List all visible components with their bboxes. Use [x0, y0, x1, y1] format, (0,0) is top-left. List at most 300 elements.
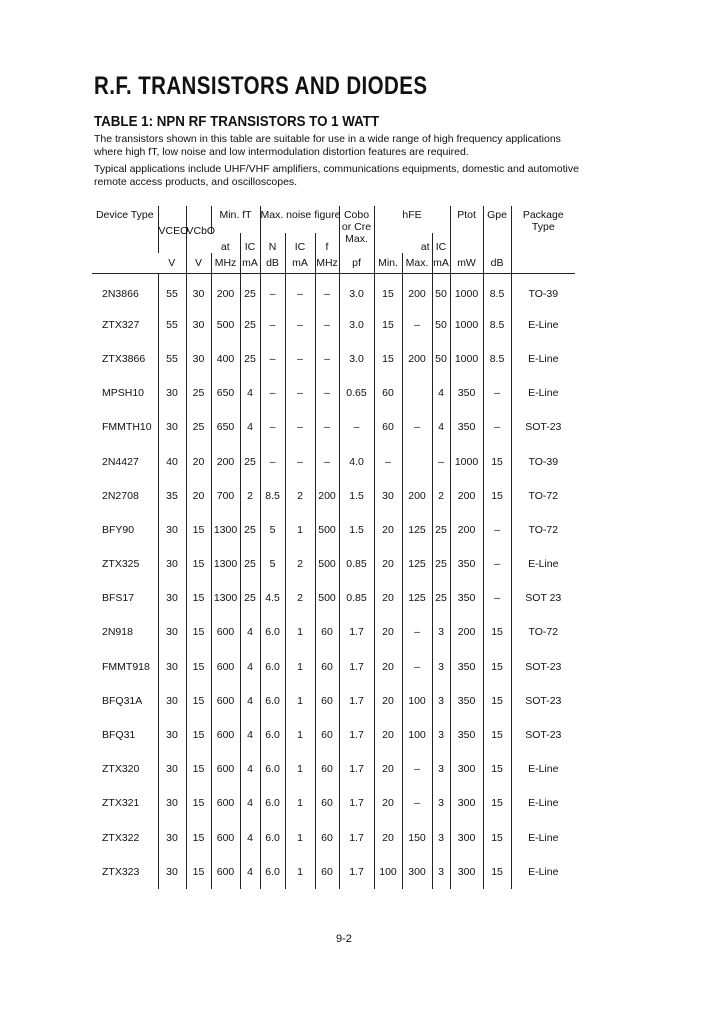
cell-hfe-max: 125 [402, 581, 432, 615]
cell-noise-f: 60 [315, 718, 339, 752]
cell-hfe-max: – [402, 650, 432, 684]
cell-hfe-min: 20 [374, 615, 402, 649]
cell-gpe: 15 [483, 855, 511, 889]
cell-hfe-max: 100 [402, 684, 432, 718]
cell-ft-ic: 2 [240, 479, 260, 513]
cell-noise-ic: 2 [285, 581, 315, 615]
cell-package: E-Line [511, 752, 575, 786]
cell-package: E-Line [511, 547, 575, 581]
cell-cobo: 1.7 [339, 821, 374, 855]
cell-gpe: 15 [483, 684, 511, 718]
cell-noise-n: 4.5 [260, 581, 285, 615]
cell-device-type: BFY90 [102, 523, 135, 536]
cell-hfe-ic: 2 [432, 479, 450, 513]
header-device-type: Device Type [92, 206, 158, 274]
cell-noise-f: – [315, 410, 339, 444]
cell-noise-ic: 1 [285, 786, 315, 820]
cell-hfe-ic: 25 [432, 547, 450, 581]
cell-gpe: 15 [483, 615, 511, 649]
table-row [92, 274, 575, 308]
cell-noise-f: – [315, 444, 339, 478]
cell-min-ft: 650 [211, 410, 240, 444]
cell-ptot: 350 [450, 410, 483, 444]
cell-vceo: 30 [158, 581, 186, 615]
cell-gpe: – [483, 410, 511, 444]
cell-hfe-max: 100 [402, 718, 432, 752]
cell-hfe-min: 20 [374, 684, 402, 718]
cell-gpe: – [483, 513, 511, 547]
cell-device-type: 2N918 [102, 626, 133, 639]
cell-min-ft: 600 [211, 684, 240, 718]
cell-vceo: 55 [158, 308, 186, 342]
cell-device-type: BFS17 [102, 592, 135, 605]
cell-cobo: 1.7 [339, 684, 374, 718]
unit-cobo: pf [339, 253, 374, 274]
cell-package: E-Line [511, 786, 575, 820]
cell-ptot: 200 [450, 615, 483, 649]
cell-ft-ic: 25 [240, 547, 260, 581]
table-title: TABLE 1: NPN RF TRANSISTORS TO 1 WATT [94, 114, 380, 130]
cell-ft-ic: 4 [240, 615, 260, 649]
header-units-row [92, 253, 575, 274]
cell-hfe-max [402, 376, 432, 410]
header-ptot: Ptot [450, 206, 483, 253]
table-row [92, 547, 575, 581]
unit-vceo: V [158, 253, 186, 274]
cell-cobo: – [339, 410, 374, 444]
cell-package: TO-72 [511, 513, 575, 547]
cell-hfe-min: 15 [374, 342, 402, 376]
cell-noise-f: 60 [315, 821, 339, 855]
cell-vcbo: 25 [186, 376, 211, 410]
cell-device-type: 2N2708 [102, 489, 139, 502]
cell-min-ft: 700 [211, 479, 240, 513]
cell-ptot: 350 [450, 581, 483, 615]
cell-vceo: 30 [158, 410, 186, 444]
cell-min-ft: 200 [211, 444, 240, 478]
cell-cobo: 1.7 [339, 752, 374, 786]
cell-hfe-ic: 4 [432, 376, 450, 410]
cell-package: E-Line [511, 342, 575, 376]
header-at: at [220, 241, 230, 253]
cell-ptot: 300 [450, 752, 483, 786]
header-package: Package Type [511, 206, 575, 274]
cell-ptot: 1000 [450, 342, 483, 376]
cell-hfe-min: 60 [374, 376, 402, 410]
cell-cobo: 1.7 [339, 718, 374, 752]
cell-cobo: 1.7 [339, 615, 374, 649]
table-row [92, 786, 575, 820]
cell-hfe-max: – [402, 615, 432, 649]
cell-noise-n: – [260, 410, 285, 444]
cell-noise-f: – [315, 308, 339, 342]
cell-cobo: 0.65 [339, 376, 374, 410]
cell-vceo: 30 [158, 615, 186, 649]
cell-ft-ic: 25 [240, 308, 260, 342]
cell-hfe-ic: 3 [432, 855, 450, 889]
cell-package: SOT-23 [511, 684, 575, 718]
cell-device-type: ZTX325 [102, 558, 140, 571]
cell-hfe-max: 200 [402, 479, 432, 513]
cell-noise-f: 200 [315, 479, 339, 513]
cell-hfe-min: 20 [374, 718, 402, 752]
unit-ptot: mW [450, 253, 483, 274]
cell-noise-f: 60 [315, 786, 339, 820]
cell-ft-ic: 4 [240, 855, 260, 889]
cell-ft-ic: 25 [240, 444, 260, 478]
cell-ptot: 1000 [450, 308, 483, 342]
cell-noise-n: 6.0 [260, 752, 285, 786]
table-row [92, 615, 575, 649]
cell-gpe: 8.5 [483, 342, 511, 376]
cell-noise-f: 500 [315, 581, 339, 615]
table-row [92, 410, 575, 444]
header-gpe: Gpe [483, 206, 511, 253]
cell-noise-n: 6.0 [260, 684, 285, 718]
cell-ptot: 350 [450, 650, 483, 684]
cell-noise-n: 5 [260, 547, 285, 581]
cell-noise-ic: 1 [285, 718, 315, 752]
cell-cobo: 3.0 [339, 342, 374, 376]
cell-noise-n: 6.0 [260, 855, 285, 889]
cell-min-ft: 200 [211, 274, 240, 308]
cell-hfe-min: 20 [374, 547, 402, 581]
cell-min-ft: 600 [211, 718, 240, 752]
cell-noise-n: 6.0 [260, 650, 285, 684]
cell-hfe-min: 20 [374, 821, 402, 855]
unit-hfe-min: Min. [374, 253, 402, 274]
cell-ft-ic: 4 [240, 752, 260, 786]
cell-cobo: 3.0 [339, 308, 374, 342]
cell-noise-ic: 1 [285, 615, 315, 649]
cell-hfe-ic: 3 [432, 684, 450, 718]
cell-ft-ic: 4 [240, 718, 260, 752]
cell-cobo: 3.0 [339, 274, 374, 308]
header-vcbo: VCbO [186, 206, 211, 253]
cell-gpe: 8.5 [483, 308, 511, 342]
cell-hfe-ic: 50 [432, 274, 450, 308]
cell-package: SOT-23 [511, 410, 575, 444]
cell-vcbo: 15 [186, 821, 211, 855]
cell-noise-n: 6.0 [260, 786, 285, 820]
cell-ptot: 300 [450, 786, 483, 820]
cell-gpe: – [483, 547, 511, 581]
cell-hfe-min: 20 [374, 581, 402, 615]
cell-vcbo: 15 [186, 855, 211, 889]
page-number: 9-2 [336, 933, 352, 945]
table-row [92, 821, 575, 855]
cell-noise-n: 6.0 [260, 821, 285, 855]
cell-noise-ic: 1 [285, 821, 315, 855]
cell-device-type: ZTX320 [102, 763, 140, 776]
cell-vcbo: 20 [186, 479, 211, 513]
table-row [92, 376, 575, 410]
header-hfe: hFE [374, 206, 450, 233]
table-row [92, 855, 575, 889]
cell-noise-n: – [260, 376, 285, 410]
cell-hfe-ic: 3 [432, 718, 450, 752]
cell-hfe-max: – [402, 752, 432, 786]
table-body [92, 274, 575, 889]
cell-package: SOT 23 [511, 581, 575, 615]
intro-text [94, 133, 584, 193]
cell-noise-n: – [260, 444, 285, 478]
header-hfe-at: at [374, 233, 432, 253]
cell-noise-n: 6.0 [260, 718, 285, 752]
cell-hfe-ic: 25 [432, 581, 450, 615]
cell-noise-f: 500 [315, 513, 339, 547]
header-cobo: Cobo or Cre Max. [339, 206, 374, 253]
cell-gpe: 8.5 [483, 274, 511, 308]
cell-package: E-Line [511, 821, 575, 855]
cell-min-ft: 600 [211, 650, 240, 684]
cell-vcbo: 30 [186, 274, 211, 308]
cell-gpe: 15 [483, 718, 511, 752]
cell-noise-ic: – [285, 444, 315, 478]
header-ic-3: IC [432, 233, 450, 253]
cell-min-ft: 600 [211, 855, 240, 889]
cell-hfe-min: 20 [374, 786, 402, 820]
cell-ptot: 300 [450, 821, 483, 855]
cell-device-type: FMMTH10 [102, 421, 152, 434]
cell-cobo: 0.85 [339, 581, 374, 615]
cell-cobo: 1.5 [339, 479, 374, 513]
unit-vcbo: V [186, 253, 211, 274]
cell-vcbo: 15 [186, 718, 211, 752]
cell-vceo: 30 [158, 547, 186, 581]
cell-cobo: 4.0 [339, 444, 374, 478]
cell-vceo: 30 [158, 376, 186, 410]
cell-vcbo: 15 [186, 786, 211, 820]
cell-device-type: MPSH10 [102, 387, 145, 400]
cell-hfe-max: 125 [402, 547, 432, 581]
cell-noise-n: 5 [260, 513, 285, 547]
cell-noise-f: – [315, 274, 339, 308]
cell-package: TO-39 [511, 444, 575, 478]
cell-noise-f: 60 [315, 752, 339, 786]
cell-min-ft: 1300 [211, 547, 240, 581]
cell-vceo: 30 [158, 752, 186, 786]
cell-vceo: 30 [158, 513, 186, 547]
cell-min-ft: 600 [211, 786, 240, 820]
cell-vceo: 30 [158, 786, 186, 820]
cell-vcbo: 15 [186, 650, 211, 684]
table-row [92, 752, 575, 786]
cell-device-type: ZTX327 [102, 318, 140, 331]
cell-vcbo: 15 [186, 615, 211, 649]
transistor-table [92, 206, 575, 889]
cell-min-ft: 600 [211, 752, 240, 786]
header-ic-2: IC [285, 233, 315, 253]
cell-min-ft: 650 [211, 376, 240, 410]
cell-ft-ic: 25 [240, 513, 260, 547]
cell-noise-ic: – [285, 410, 315, 444]
cell-package: TO-72 [511, 615, 575, 649]
cell-vcbo: 15 [186, 513, 211, 547]
table-row [92, 308, 575, 342]
cell-package: E-Line [511, 855, 575, 889]
cell-hfe-ic: 25 [432, 513, 450, 547]
cell-cobo: 0.85 [339, 547, 374, 581]
cell-gpe: 15 [483, 479, 511, 513]
cell-hfe-max: 300 [402, 855, 432, 889]
cell-hfe-ic: 3 [432, 650, 450, 684]
cell-vcbo: 20 [186, 444, 211, 478]
cell-noise-ic: 1 [285, 752, 315, 786]
cell-gpe: 15 [483, 821, 511, 855]
cell-noise-ic: 1 [285, 855, 315, 889]
cell-noise-ic: 2 [285, 547, 315, 581]
unit-hfe-max: Max. [402, 253, 432, 274]
cell-gpe: 15 [483, 650, 511, 684]
cell-package: E-Line [511, 376, 575, 410]
cell-cobo: 1.7 [339, 786, 374, 820]
unit-f: MHz [315, 253, 339, 274]
cell-ft-ic: 4 [240, 376, 260, 410]
cell-min-ft: 400 [211, 342, 240, 376]
cell-noise-ic: 1 [285, 684, 315, 718]
table-row [92, 684, 575, 718]
cell-package: SOT-23 [511, 718, 575, 752]
cell-ptot: 350 [450, 376, 483, 410]
cell-vcbo: 15 [186, 581, 211, 615]
cell-device-type: ZTX321 [102, 797, 140, 810]
cell-ft-ic: 4 [240, 684, 260, 718]
table-row [92, 581, 575, 615]
cell-vceo: 30 [158, 684, 186, 718]
cell-hfe-min: – [374, 444, 402, 478]
cell-gpe: – [483, 581, 511, 615]
cell-ptot: 200 [450, 479, 483, 513]
cell-ptot: 350 [450, 547, 483, 581]
cell-hfe-min: 100 [374, 855, 402, 889]
cell-device-type: BFQ31A [102, 694, 143, 707]
cell-vceo: 30 [158, 718, 186, 752]
cell-vceo: 35 [158, 479, 186, 513]
cell-min-ft: 600 [211, 615, 240, 649]
cell-hfe-max: – [402, 410, 432, 444]
cell-gpe: 15 [483, 786, 511, 820]
cell-noise-ic: 1 [285, 650, 315, 684]
cell-vcbo: 25 [186, 410, 211, 444]
header-n: N [260, 233, 285, 253]
header-row-1 [92, 206, 575, 233]
cell-vceo: 30 [158, 855, 186, 889]
cell-noise-ic: – [285, 376, 315, 410]
cell-noise-ic: 1 [285, 513, 315, 547]
cell-hfe-min: 20 [374, 752, 402, 786]
cell-gpe: – [483, 376, 511, 410]
cell-hfe-ic: 4 [432, 410, 450, 444]
cell-hfe-max: – [402, 786, 432, 820]
intro-paragraph-2: Typical applications include UHF/VHF amplifiers, communications equipments, domestic and automotive remote access products, and oscilloscopes. [94, 163, 579, 188]
cell-vcbo: 15 [186, 547, 211, 581]
cell-device-type: 2N4427 [102, 455, 139, 468]
cell-hfe-max: 150 [402, 821, 432, 855]
cell-package: TO-39 [511, 274, 575, 308]
cell-cobo: 1.5 [339, 513, 374, 547]
cell-vceo: 30 [158, 821, 186, 855]
cell-vcbo: 30 [186, 308, 211, 342]
cell-noise-n: – [260, 274, 285, 308]
cell-noise-f: 60 [315, 684, 339, 718]
cell-device-type: 2N3866 [102, 287, 139, 300]
cell-vceo: 40 [158, 444, 186, 478]
cell-ptot: 1000 [450, 444, 483, 478]
cell-hfe-max: 200 [402, 274, 432, 308]
cell-hfe-min: 15 [374, 308, 402, 342]
cell-ft-ic: 25 [240, 342, 260, 376]
cell-ptot: 350 [450, 718, 483, 752]
cell-ft-ic: 4 [240, 786, 260, 820]
cell-noise-f: 500 [315, 547, 339, 581]
cell-ft-ic: 25 [240, 274, 260, 308]
cell-device-type: ZTX3866 [102, 352, 146, 365]
cell-hfe-min: 20 [374, 650, 402, 684]
cell-noise-ic: – [285, 274, 315, 308]
cell-device-type: ZTX322 [102, 831, 140, 844]
cell-hfe-ic: 3 [432, 615, 450, 649]
cell-device-type: BFQ31 [102, 729, 136, 742]
cell-package: SOT-23 [511, 650, 575, 684]
header-ic-1: IC [240, 233, 260, 253]
cell-ptot: 300 [450, 855, 483, 889]
cell-noise-ic: 2 [285, 479, 315, 513]
cell-hfe-min: 60 [374, 410, 402, 444]
unit-ic-3: mA [432, 253, 450, 274]
cell-device-type: ZTX323 [102, 865, 140, 878]
unit-ft: MHz [211, 253, 240, 274]
cell-min-ft: 500 [211, 308, 240, 342]
cell-hfe-ic: 50 [432, 342, 450, 376]
cell-noise-f: 60 [315, 855, 339, 889]
intro-paragraph-1: The transistors shown in this table are suitable for use in a wide range of high frequency applications where high fT, low noise and low intermodulation distortion features are required. [94, 133, 561, 158]
cell-hfe-min: 15 [374, 274, 402, 308]
cell-noise-f: 60 [315, 615, 339, 649]
table-row [92, 479, 575, 513]
cell-vceo: 55 [158, 342, 186, 376]
cell-noise-n: – [260, 308, 285, 342]
table-row [92, 650, 575, 684]
cell-noise-ic: – [285, 308, 315, 342]
header-vceo: VCEO [158, 206, 186, 253]
cell-ft-ic: 4 [240, 410, 260, 444]
cell-noise-n: – [260, 342, 285, 376]
cell-ft-ic: 4 [240, 821, 260, 855]
header-min-ft: Min. fT [211, 206, 260, 233]
cell-package: TO-72 [511, 479, 575, 513]
cell-min-ft: 1300 [211, 513, 240, 547]
cell-device-type: FMMT918 [102, 660, 150, 673]
cell-ptot: 350 [450, 684, 483, 718]
cell-hfe-min: 30 [374, 479, 402, 513]
cell-ptot: 1000 [450, 274, 483, 308]
unit-n: dB [260, 253, 285, 274]
unit-ic-1: mA [240, 253, 260, 274]
cell-ptot: 200 [450, 513, 483, 547]
cell-package: E-Line [511, 308, 575, 342]
cell-hfe-min: 20 [374, 513, 402, 547]
cell-ft-ic: 25 [240, 581, 260, 615]
cell-hfe-ic: – [432, 444, 450, 478]
unit-gpe: dB [483, 253, 511, 274]
cell-noise-ic: – [285, 342, 315, 376]
cell-noise-n: 6.0 [260, 615, 285, 649]
unit-ic-2: mA [285, 253, 315, 274]
cell-vcbo: 15 [186, 752, 211, 786]
table-row [92, 342, 575, 376]
cell-hfe-max [402, 444, 432, 478]
